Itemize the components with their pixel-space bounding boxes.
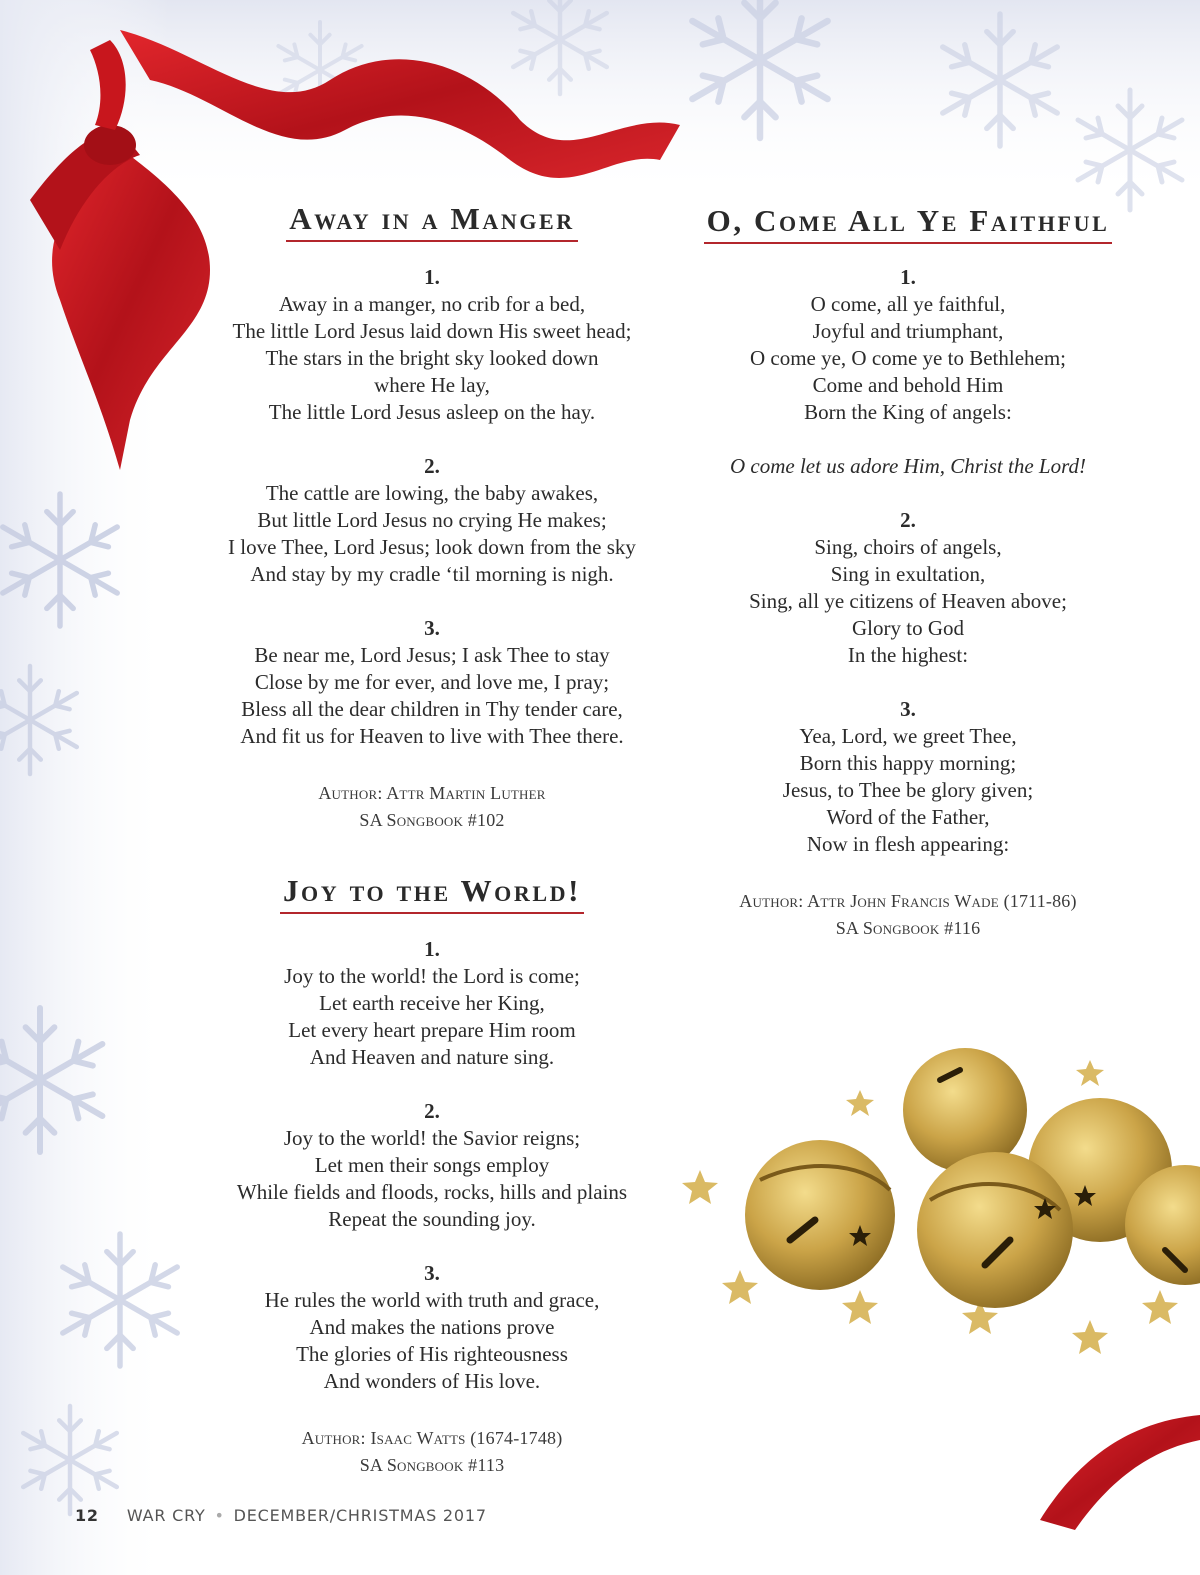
lyric-line: But little Lord Jesus no crying He makes; — [257, 508, 607, 532]
refrain: O come let us adore Him, Christ the Lord! — [729, 454, 1086, 478]
lyric-line: And fit us for Heaven to live with Thee there. — [240, 724, 624, 748]
lyric-line: Now in flesh appearing: — [806, 832, 1010, 856]
verse — [172, 1098, 692, 1233]
lyric-line: The cattle are lowing, the baby awakes, — [265, 481, 599, 505]
song-credit — [172, 1425, 692, 1479]
verse — [688, 264, 1128, 426]
left-column — [172, 202, 692, 1479]
song-away-in-a-manger — [172, 202, 692, 834]
lyric-line: Jesus, to Thee be glory given; — [782, 778, 1034, 802]
lyric-line: Sing, all ye citizens of Heaven above; — [749, 589, 1067, 613]
verse-number: 3. — [424, 1261, 440, 1285]
verse — [172, 936, 692, 1071]
lyric-line: And wonders of His love. — [323, 1369, 541, 1393]
lyric-line: The little Lord Jesus laid down His sweet head; — [232, 319, 632, 343]
lyric-line: He rules the world with truth and grace, — [264, 1288, 600, 1312]
song-title: O, Come All Ye Faithful — [704, 204, 1113, 244]
author-credit: Author: Attr Martin Luther — [318, 783, 546, 803]
lyric-line: The little Lord Jesus asleep on the hay. — [268, 400, 596, 424]
songbook-number: SA Songbook #102 — [359, 810, 505, 830]
lyric-line: Yea, Lord, we greet Thee, — [799, 724, 1017, 748]
lyric-line: And makes the nations prove — [309, 1315, 555, 1339]
lyric-line: Joyful and triumphant, — [812, 319, 1004, 343]
lyric-line: Joy to the world! the Savior reigns; — [283, 1126, 581, 1150]
lyric-line: Sing in exultation, — [830, 562, 986, 586]
verse-number: 1. — [424, 937, 440, 961]
lyric-line: where He lay, — [374, 373, 490, 397]
page-footer — [75, 1506, 487, 1525]
lyric-line: Born the King of angels: — [804, 400, 1012, 424]
verse — [172, 453, 692, 588]
lyric-line: Be near me, Lord Jesus; I ask Thee to stay — [254, 643, 610, 667]
lyric-line: O come, all ye faithful, — [810, 292, 1006, 316]
lyric-line: The glories of His righteousness — [296, 1342, 568, 1366]
verse — [172, 615, 692, 750]
song-joy-to-the-world — [172, 874, 692, 1479]
lyric-line: The stars in the bright sky looked down — [265, 346, 599, 370]
lyric-line: Born this happy morning; — [799, 751, 1017, 775]
verse-number: 3. — [900, 697, 916, 721]
verse-number: 1. — [900, 265, 916, 289]
lyric-line: Away in a manger, no crib for a bed, — [278, 292, 586, 316]
verse-number: 2. — [424, 454, 440, 478]
lyric-line: Let every heart prepare Him room — [288, 1018, 576, 1042]
lyric-line: In the highest: — [847, 643, 969, 667]
bells-decoration — [745, 1048, 1200, 1308]
lyric-line: Sing, choirs of angels, — [814, 535, 1002, 559]
lyric-line: While fields and floods, rocks, hills and plains — [236, 1180, 628, 1204]
lyric-line: O come ye, O come ye to Bethlehem; — [749, 346, 1067, 370]
verse-number: 2. — [424, 1099, 440, 1123]
lyric-line: And stay by my cradle ‘til morning is nigh. — [250, 562, 614, 586]
songbook-number: SA Songbook #113 — [359, 1455, 505, 1475]
lyric-line: Let earth receive her King, — [319, 991, 545, 1015]
verse — [172, 264, 692, 426]
footer-separator: • — [214, 1506, 225, 1525]
page-number: 12 — [75, 1506, 99, 1525]
verse-number: 3. — [424, 616, 440, 640]
verse — [688, 696, 1128, 858]
songbook-number: SA Songbook #116 — [835, 918, 981, 938]
author-credit: Author: Isaac Watts (1674-1748) — [301, 1428, 563, 1448]
song-credit — [172, 780, 692, 834]
verse — [172, 1260, 692, 1395]
right-column — [688, 204, 1128, 942]
verse-number: 2. — [900, 508, 916, 532]
lyric-line: Glory to God — [852, 616, 964, 640]
lyric-line: I love Thee, Lord Jesus; look down from the sky — [228, 535, 636, 559]
song-o-come-all-ye-faithful — [688, 204, 1128, 942]
verse — [688, 507, 1128, 669]
magazine-name: WAR CRY — [126, 1506, 206, 1525]
lyric-line: Word of the Father, — [826, 805, 990, 829]
lyric-line: Close by me for ever, and love me, I pray; — [254, 670, 610, 694]
lyric-line: And Heaven and nature sing. — [309, 1045, 555, 1069]
lyric-line: Repeat the sounding joy. — [328, 1207, 536, 1231]
lyric-line: Joy to the world! the Lord is come; — [284, 964, 580, 988]
verse-number: 1. — [424, 265, 440, 289]
song-title: Joy to the World! — [280, 874, 584, 914]
lyric-line: Bless all the dear children in Thy tender care, — [241, 697, 623, 721]
issue-date: DECEMBER/CHRISTMAS 2017 — [233, 1506, 487, 1525]
lyric-line: Come and behold Him — [812, 373, 1004, 397]
song-credit — [688, 888, 1128, 942]
author-credit: Author: Attr John Francis Wade (1711-86) — [739, 891, 1077, 911]
song-title: Away in a Manger — [286, 202, 578, 242]
lyric-line: Let men their songs employ — [314, 1153, 550, 1177]
